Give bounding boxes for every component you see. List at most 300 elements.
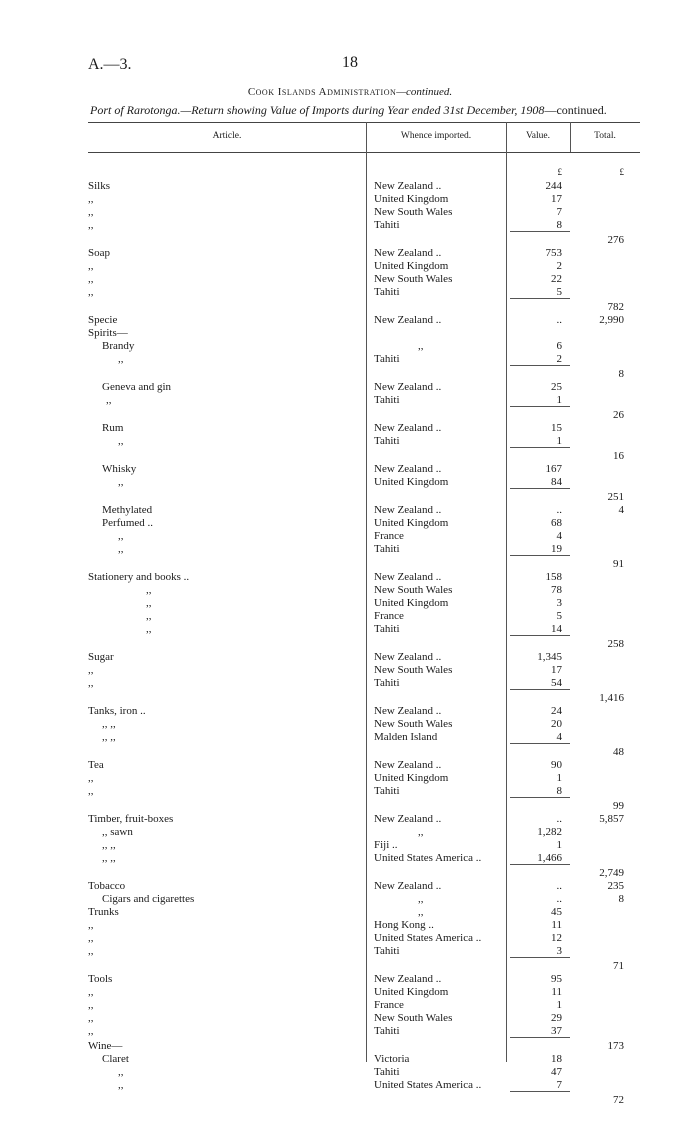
table-row	[0, 1066, 700, 1079]
article-cell	[88, 919, 363, 932]
whence-label: ,,	[374, 893, 426, 905]
whence-label: United Kingdom	[374, 986, 449, 998]
value-cell: 7	[556, 1079, 562, 1091]
whence-cell	[374, 301, 502, 314]
caption-suffix: —continued.	[544, 103, 607, 117]
whence-label: United Kingdom	[374, 517, 449, 529]
value-unit: £	[557, 167, 562, 177]
whence-label	[374, 301, 376, 313]
whence-label: New Zealand ..	[374, 463, 442, 475]
header-bottom-rule	[88, 152, 640, 153]
subtotal-rule	[510, 555, 570, 556]
article-label: Tanks, iron ..	[88, 705, 146, 717]
whence-cell	[374, 1066, 502, 1079]
article-cell	[102, 731, 363, 744]
article-cell	[88, 785, 363, 798]
value-cell: 12	[551, 932, 562, 944]
whence-label	[374, 327, 376, 339]
article-cell	[88, 1040, 363, 1053]
whence-label	[374, 867, 376, 879]
article-label: ,,	[118, 1079, 124, 1091]
whence-cell	[374, 1053, 502, 1066]
total-cell: 251	[607, 491, 624, 503]
table-row	[0, 301, 700, 314]
article-cell	[88, 772, 363, 785]
table-row	[0, 813, 700, 826]
value-cell: ..	[556, 893, 562, 905]
whence-cell	[374, 353, 502, 366]
whence-label: ,,	[374, 906, 426, 918]
article-label	[88, 558, 90, 570]
total-cell: 2,990	[599, 314, 624, 326]
article-cell	[88, 450, 363, 463]
whence-label: United Kingdom	[374, 193, 449, 205]
table-row	[0, 491, 700, 504]
whence-label	[374, 558, 376, 570]
value-cell: 11	[551, 986, 562, 998]
table-row	[0, 543, 700, 556]
whence-label: New South Wales	[374, 273, 453, 285]
article-label: ,,	[88, 999, 94, 1011]
whence-cell	[374, 435, 502, 448]
value-cell: 2	[556, 353, 562, 365]
whence-cell	[374, 260, 502, 273]
article-label: ,,	[88, 1025, 94, 1037]
whence-label: New South Wales	[374, 206, 453, 218]
table-row	[0, 504, 700, 517]
total-cell: 72	[613, 1094, 624, 1106]
column-header-whence: Whence imported.	[400, 131, 472, 141]
article-label: Specie	[88, 314, 118, 326]
total-cell: 8	[618, 368, 624, 380]
table-row	[0, 960, 700, 973]
table-row	[0, 692, 700, 705]
article-cell	[88, 234, 363, 247]
table-row	[0, 327, 700, 340]
whence-cell	[374, 906, 502, 919]
value-cell: 7	[556, 206, 562, 218]
value-cell: ..	[556, 314, 562, 326]
value-cell: 6	[556, 340, 562, 352]
article-cell	[118, 435, 363, 448]
value-cell: 68	[551, 517, 562, 529]
article-cell	[118, 353, 363, 366]
whence-cell	[374, 571, 502, 584]
value-cell: 24	[551, 705, 562, 717]
table-row	[0, 919, 700, 932]
article-label: Tools	[88, 973, 113, 985]
whence-label	[374, 800, 376, 812]
whence-label: Tahiti	[374, 945, 400, 957]
table-row	[0, 893, 700, 906]
whence-cell	[374, 638, 502, 651]
total-cell: 2,749	[599, 867, 624, 879]
article-label: Wine—	[88, 1040, 123, 1052]
whence-cell	[374, 880, 502, 893]
value-cell: 19	[551, 543, 562, 555]
table-row	[0, 826, 700, 839]
whence-cell	[374, 772, 502, 785]
whence-cell	[374, 314, 502, 327]
whence-cell	[374, 530, 502, 543]
article-cell	[88, 973, 363, 986]
subtotal-rule	[510, 298, 570, 299]
whence-cell	[374, 1025, 502, 1038]
column-header-article: Article.	[212, 131, 242, 141]
whence-cell	[374, 677, 502, 690]
article-label: ,,	[118, 353, 124, 365]
article-cell	[106, 394, 363, 407]
article-cell	[88, 193, 363, 206]
whence-cell	[374, 932, 502, 945]
article-cell	[102, 839, 363, 852]
total-cell: 173	[607, 1040, 624, 1052]
article-cell	[88, 571, 363, 584]
table-row	[0, 340, 700, 353]
whence-label: France	[374, 610, 404, 622]
table-row	[0, 759, 700, 772]
article-label: ,,	[88, 219, 94, 231]
article-cell	[88, 999, 363, 1012]
value-cell: 47	[551, 1066, 562, 1078]
value-cell: 2	[556, 260, 562, 272]
table-row	[0, 597, 700, 610]
table-row	[0, 353, 700, 366]
article-cell	[88, 651, 363, 664]
article-cell	[88, 1025, 363, 1038]
article-label	[88, 450, 90, 462]
whence-cell	[374, 327, 502, 340]
article-cell	[102, 463, 363, 476]
table-row	[0, 314, 700, 327]
value-cell: 158	[545, 571, 562, 583]
article-label: Rum	[102, 422, 124, 434]
table-row	[0, 651, 700, 664]
article-cell	[88, 759, 363, 772]
table-row	[0, 973, 700, 986]
article-cell	[88, 813, 363, 826]
value-cell: 1,282	[537, 826, 562, 838]
table-row	[0, 286, 700, 299]
whence-cell	[374, 422, 502, 435]
whence-cell	[374, 273, 502, 286]
article-label: ,,	[88, 919, 94, 931]
article-cell	[88, 880, 363, 893]
article-cell	[88, 867, 363, 880]
table-row	[0, 746, 700, 759]
table-row	[0, 785, 700, 798]
document-reference: A.—3.	[88, 56, 132, 73]
article-label: ,,	[118, 530, 124, 542]
table-row	[0, 193, 700, 206]
article-cell	[102, 893, 363, 906]
whence-label	[374, 960, 376, 972]
table-caption	[90, 103, 650, 118]
article-cell	[88, 906, 363, 919]
total-cell: 258	[607, 638, 624, 650]
article-label: ,, ,,	[102, 852, 116, 864]
whence-label: New Zealand ..	[374, 314, 442, 326]
article-cell	[88, 247, 363, 260]
article-label: Trunks	[88, 906, 119, 918]
whence-cell	[374, 247, 502, 260]
total-cell: 91	[613, 558, 624, 570]
table-row	[0, 623, 700, 636]
value-cell: 5	[556, 610, 562, 622]
whence-cell	[374, 286, 502, 299]
value-cell: 37	[551, 1025, 562, 1037]
table-row	[0, 677, 700, 690]
value-cell: ..	[556, 504, 562, 516]
whence-cell	[374, 705, 502, 718]
whence-cell	[374, 1094, 502, 1107]
article-cell	[88, 180, 363, 193]
article-label: ,,	[88, 677, 94, 689]
whence-cell	[374, 193, 502, 206]
table-row	[0, 867, 700, 880]
whence-label: Tahiti	[374, 394, 400, 406]
table-row	[0, 234, 700, 247]
table-row	[0, 610, 700, 623]
article-label: Timber, fruit-boxes	[88, 813, 174, 825]
table-row	[0, 718, 700, 731]
value-cell: 29	[551, 1012, 562, 1024]
article-label	[88, 409, 90, 421]
table-row	[0, 906, 700, 919]
table-row	[0, 1053, 700, 1066]
page-number: 18	[342, 54, 358, 71]
whence-cell	[374, 368, 502, 381]
whence-cell	[374, 986, 502, 999]
article-label: Geneva and gin	[102, 381, 172, 393]
whence-label: Tahiti	[374, 1066, 400, 1078]
total-cell: 4	[618, 504, 624, 516]
table-row	[0, 664, 700, 677]
whence-label: France	[374, 530, 404, 542]
article-cell	[88, 664, 363, 677]
total-cell: 16	[613, 450, 624, 462]
value-cell: 20	[551, 718, 562, 730]
value-cell: 1	[556, 839, 562, 851]
whence-label: United Kingdom	[374, 260, 449, 272]
whence-label	[374, 1040, 376, 1052]
value-cell: 3	[556, 597, 562, 609]
table-row	[0, 1094, 700, 1107]
whence-cell	[374, 746, 502, 759]
article-label: Whisky	[102, 463, 137, 475]
table-row	[0, 381, 700, 394]
value-cell: 8	[556, 785, 562, 797]
article-cell	[102, 826, 363, 839]
article-label: ,,	[88, 785, 94, 797]
article-label	[88, 301, 90, 313]
article-label	[88, 491, 90, 503]
article-label: ,,	[146, 597, 152, 609]
value-cell: 90	[551, 759, 562, 771]
table-row	[0, 530, 700, 543]
article-cell	[102, 340, 363, 353]
article-label: ,,	[88, 193, 94, 205]
article-cell	[88, 692, 363, 705]
whence-cell	[374, 759, 502, 772]
whence-label: United Kingdom	[374, 772, 449, 784]
whence-label: New Zealand ..	[374, 422, 442, 434]
whence-label	[374, 491, 376, 503]
value-cell: 54	[551, 677, 562, 689]
whence-cell	[374, 409, 502, 422]
whence-label: Tahiti	[374, 353, 400, 365]
subtotal-rule	[510, 864, 570, 865]
article-cell	[88, 638, 363, 651]
article-label	[88, 638, 90, 650]
article-cell	[102, 1053, 363, 1066]
whence-label: Tahiti	[374, 785, 400, 797]
whence-label: United Kingdom	[374, 597, 449, 609]
article-cell	[88, 932, 363, 945]
article-label: ,,	[88, 664, 94, 676]
article-label: ,,	[88, 986, 94, 998]
total-cell: 235	[607, 880, 624, 892]
value-cell: 5	[556, 286, 562, 298]
article-cell	[88, 286, 363, 299]
whence-label: Tahiti	[374, 543, 400, 555]
table-row	[0, 571, 700, 584]
table-row	[0, 880, 700, 893]
whence-label: New Zealand ..	[374, 571, 442, 583]
whence-cell	[374, 340, 502, 353]
table-row	[0, 1079, 700, 1092]
table-row	[0, 247, 700, 260]
article-cell	[102, 718, 363, 731]
whence-cell	[374, 476, 502, 489]
whence-label: Victoria	[374, 1053, 410, 1065]
article-label: Methylated	[102, 504, 153, 516]
article-cell	[118, 543, 363, 556]
table-top-rule	[88, 122, 640, 123]
whence-cell	[374, 919, 502, 932]
value-cell: ..	[556, 880, 562, 892]
whence-label: New Zealand ..	[374, 180, 442, 192]
whence-label: New Zealand ..	[374, 381, 442, 393]
whence-cell	[374, 463, 502, 476]
whence-label	[374, 746, 376, 758]
article-cell	[146, 597, 363, 610]
total-unit: £	[619, 167, 624, 177]
whence-label	[374, 234, 376, 246]
whence-label: New South Wales	[374, 584, 453, 596]
whence-label: Malden Island	[374, 731, 438, 743]
value-cell: 22	[551, 273, 562, 285]
article-cell	[102, 504, 363, 517]
value-cell: 8	[556, 219, 562, 231]
whence-cell	[374, 867, 502, 880]
value-cell: 1	[556, 772, 562, 784]
whence-label	[374, 368, 376, 380]
whence-cell	[374, 1079, 502, 1092]
table-row	[0, 1012, 700, 1025]
article-cell	[102, 517, 363, 530]
whence-cell	[374, 491, 502, 504]
article-cell	[88, 327, 363, 340]
value-cell: 1	[556, 999, 562, 1011]
article-cell	[88, 800, 363, 813]
whence-label: New Zealand ..	[374, 705, 442, 717]
article-cell	[88, 314, 363, 327]
table-row	[0, 1025, 700, 1038]
table-row	[0, 638, 700, 651]
table-row	[0, 945, 700, 958]
whence-cell	[374, 973, 502, 986]
article-label: Stationery and books ..	[88, 571, 190, 583]
table-row	[0, 435, 700, 448]
subtotal-rule	[510, 406, 570, 407]
table-row	[0, 273, 700, 286]
article-label: ,,	[88, 772, 94, 784]
table-row	[0, 180, 700, 193]
whence-cell	[374, 692, 502, 705]
whence-label: New Zealand ..	[374, 813, 442, 825]
table-row	[0, 368, 700, 381]
whence-label: Tahiti	[374, 623, 400, 635]
article-label: Silks	[88, 180, 111, 192]
article-label: ,, ,,	[102, 718, 116, 730]
whence-label	[374, 409, 376, 421]
whence-cell	[374, 219, 502, 232]
whence-label: Tahiti	[374, 286, 400, 298]
whence-label: ,,	[374, 826, 426, 838]
whence-label	[374, 638, 376, 650]
article-label	[88, 1094, 90, 1106]
column-header-total: Total.	[594, 131, 616, 141]
whence-cell	[374, 584, 502, 597]
whence-cell	[374, 517, 502, 530]
article-label: ,, sawn	[102, 826, 133, 838]
whence-cell	[374, 1040, 502, 1053]
whence-label	[374, 692, 376, 704]
value-cell: 1,466	[537, 852, 562, 864]
whence-label: Tahiti	[374, 1025, 400, 1037]
column-header-value: Value.	[525, 131, 550, 141]
table-row	[0, 476, 700, 489]
table-row	[0, 731, 700, 744]
whence-cell	[374, 731, 502, 744]
article-label: ,,	[88, 932, 94, 944]
article-label: Tea	[88, 759, 104, 771]
table-row	[0, 409, 700, 422]
article-label: ,, ,,	[102, 731, 116, 743]
article-label: ,,	[118, 1066, 124, 1078]
whence-label: New South Wales	[374, 1012, 453, 1024]
article-cell	[118, 1066, 363, 1079]
value-cell: 167	[545, 463, 562, 475]
total-cell: 48	[613, 746, 624, 758]
units-row	[0, 166, 700, 179]
article-label: Soap	[88, 247, 110, 259]
article-label	[88, 368, 90, 380]
whence-label: New Zealand ..	[374, 504, 442, 516]
table-row	[0, 986, 700, 999]
article-cell	[118, 1079, 363, 1092]
table-row	[0, 517, 700, 530]
value-cell: 1	[556, 394, 562, 406]
whence-cell	[374, 180, 502, 193]
value-cell: 84	[551, 476, 562, 488]
table-row	[0, 394, 700, 407]
value-cell: 244	[545, 180, 562, 192]
whence-cell	[374, 718, 502, 731]
title-suffix: —continued.	[396, 86, 453, 98]
whence-cell	[374, 450, 502, 463]
